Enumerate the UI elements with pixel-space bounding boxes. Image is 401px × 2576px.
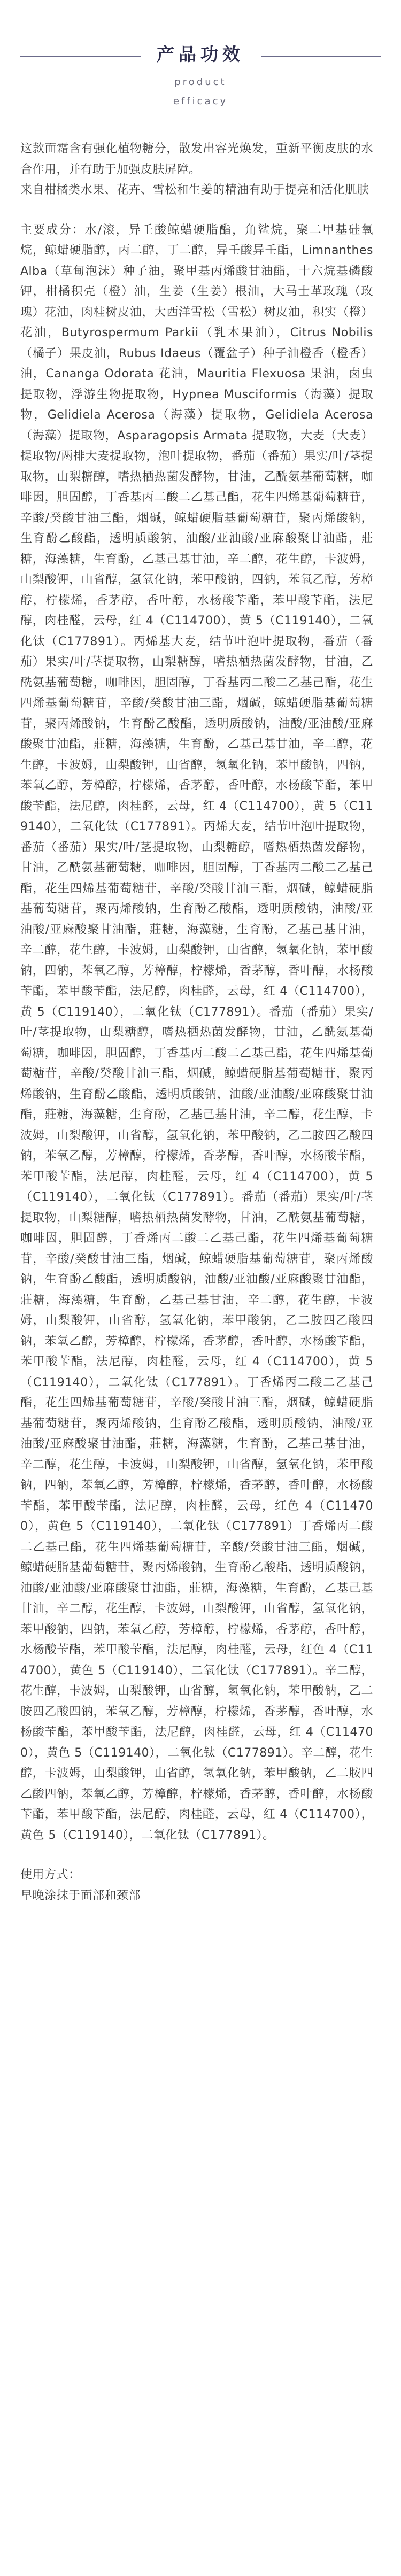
section-subtitle-line-1: product: [174, 76, 227, 88]
intro-paragraph-1: 这款面霜含有强化植物糖分，散发出容光焕发，重新平衡皮肤的水合作用，并有助于加强皮肤屏障。: [20, 142, 373, 176]
section-title: 产品功效: [157, 44, 244, 65]
section-subtitle: [0, 73, 401, 111]
product-description: [20, 139, 373, 1906]
section-header: [0, 0, 401, 120]
usage-text: 早晚涂抹于面部和颈部: [20, 1889, 141, 1902]
intro-paragraph-2: 来自柑橘类水果、花卉、雪松和生姜的精油有助于提亮和活化肌肤: [20, 183, 369, 197]
usage-label: 使用方式：: [20, 1868, 81, 1882]
ingredients-paragraph: 主要成分：水/滚，异壬酸鲸蜡硬脂酯，角鲨烷，聚二甲基硅氧烷，鲸蜡硬脂醇，丙二醇，丁二醇，异壬酸异壬酯，Limnanthes Alba（草甸泡沫）种子油，聚甲基丙烯酸甘油酯，十六烷基磷酸钾，柑橘积壳（橙）油，生姜（生姜）根油，大马士革玫瑰（玫瑰）花油，肉桂树皮油，大西洋雪松（雪松）树皮油，积实（橙）花油，Butyrospermum Parkii（乳木果油），Citrus Nobilis（橘子）果皮油，Rubus Idaeus（覆盆子）种子油橙香（橙香）油，Cananga Odorata 花油，Mauritia Flexuosa 果油，卤虫提取物，浮游生物提取物，Hypnea Musciformis（海藻）提取物，Gelidiela Acerosa（海藻）提取物，Gelidiela Acerosa（海藻）提取物，Asparagopsis Armata 提取物，大麦（大麦）提取物/两排大麦提取物，泡叶提取物，番茄（番茄）果实/叶/茎提取物，山梨糖醇，嗜热栖热菌发酵物，甘油，乙酰氨基葡萄糖，咖啡因，胆固醇，丁香基丙二酸二乙基己酯，花生四烯基葡萄糖苷，辛酸/癸酸甘油三酯，烟碱，鲸蜡硬脂基葡萄糖苷，聚丙烯酸钠，生育酚乙酸酯，透明质酸钠，油酸/亚油酸/亚麻酸聚甘油酯，莊糖，海藻糖，生育酚，乙基己基甘油，辛二醇，花生醇，卡波姆，山梨酸钾，山省醇，氢氧化钠，苯甲酸钠，四钠，苯氧乙醇，芳樟醇，柠檬烯，香茅醇，香叶醇，水杨酸苄酯，苯甲酸苄酯，法尼醇，肉桂醛，云母，红 4（C114700），黄 5（C119140），二氧化钛（C177891）。丙烯基大麦，结节叶泡叶提取物，番茄（番茄）果实/叶/茎提取物，山梨糖醇，嗜热栖热菌发酵物，甘油，乙酰氨基葡萄糖，咖啡因，胆固醇，丁香基丙二酸二乙基己酯，花生四烯基葡萄糖苷，辛酸/癸酸甘油三酯，烟碱，鲸蜡硬脂基葡萄糖苷，聚丙烯酸钠，生育酚乙酸酯，透明质酸钠，油酸/亚油酸/亚麻酸聚甘油酯，莊糖，海藻糖，生育酚，乙基己基甘油，辛二醇，花生醇，卡波姆，山梨酸钾，山省醇，氢氧化钠，苯甲酸钠，四钠，苯氧乙醇，芳樟醇，柠檬烯，香茅醇，香叶醇，水杨酸苄酯，苯甲酸苄酯，法尼醇，肉桂醛，云母，红 4（C114700），黄 5（C119140），二氧化钛（C177891）。丙烯大麦，结节叶泡叶提取物，番茄（番茄）果实/叶/茎提取物，山梨糖醇，嗜热栖热菌发酵物，甘油，乙酰氨基葡萄糖，咖啡因，胆固醇，丁香基丙二酸二乙基己酯，花生四烯基葡萄糖苷，辛酸/癸酸甘油三酯，烟碱，鲸蜡硬脂基葡萄糖苷，聚丙烯酸钠，生育酚乙酸酯，透明质酸钠，油酸/亚油酸/亚麻酸聚甘油酯，莊糖，海藻糖，生育酚，乙基己基甘油，辛二醇，花生醇，卡波姆，山梨酸钾，山省醇，氢氧化钠，苯甲酸钠，四钠，苯氧乙醇，芳樟醇，柠檬烯，香茅醇，香叶醇，水杨酸苄酯，苯甲酸苄酯，法尼醇，肉桂醛，云母，红 4（C114700），黄 5（C119140），二氧化钛（C177891）。番茄（番茄）果实/叶/茎提取物，山梨糖醇，嗜热栖热菌发酵物，甘油，乙酰氨基葡萄糖，咖啡因，胆固醇，丁香基丙二酸二乙基己酯，花生四烯基葡萄糖苷，辛酸/癸酸甘油三酯，烟碱，鲸蜡硬脂基葡萄糖苷，聚丙烯酸钠，生育酚乙酸酯，透明质酸钠，油酸/亚油酸/亚麻酸聚甘油酯，莊糖，海藻糖，生育酚，乙基己基甘油，辛二醇，花生醇，卡波姆，山梨酸钾，山省醇，氢氧化钠，苯甲酸钠，乙二胺四乙酸四钠，苯氧乙醇，芳樟醇，柠檬烯，香茅醇，香叶醇，水杨酸苄酯，苯甲酸苄酯，法尼醇，肉桂醛，云母，红 4（C114700），黄 5（C119140），二氧化钛（C177891）。番茄（番茄）果实/叶/茎提取物，山梨糖醇，嗜热栖热菌发酵物，甘油，乙酰氨基葡萄糖，咖啡因，胆固醇，丁香烯丙二酸二乙基己酯，花生四烯基葡萄糖苷，辛酸/癸酸甘油三酯，烟碱，鲸蜡硬脂基葡萄糖苷，聚丙烯酸钠，生育酚乙酸酯，透明质酸钠，油酸/亚油酸/亚麻酸聚甘油酯，莊糖，海藻糖，生育酚，乙基己基甘油，辛二醇，花生醇，卡波姆，山梨酸钾，山省醇，氢氧化钠，苯甲酸钠，乙二胺四乙酸四钠，苯氧乙醇，芳樟醇，柠檬烯，香茅醇，香叶醇，水杨酸苄酯，苯甲酸苄酯，法尼醇，肉桂醛，云母，红 4（C114700），黄 5（C119140），二氧化钛（C177891）。丁香烯丙二酸二乙基己酯，花生四烯基葡萄糖苷，辛酸/癸酸甘油三酯，烟碱，鲸蜡硬脂基葡萄糖苷，聚丙烯酸钠，生育酚乙酸酯，透明质酸钠，油酸/亚油酸/亚麻酸聚甘油酯，莊糖，海藻糖，生育酚，乙基己基甘油，辛二醇，花生醇，卡波姆，山梨酸钾，山省醇，氢氧化钠，苯甲酸钠，四钠，苯氧乙醇，芳樟醇，柠檬烯，香茅醇，香叶醇，水杨酸苄酯，苯甲酸苄酯，法尼醇，肉桂醛，云母，红色 4（C114700），黄色 5（C119140），二氧化钛（C177891）丁香烯丙二酸二乙基己酯，花生四烯基葡萄糖苷，辛酸/癸酸甘油三酯，烟碱，鲸蜡硬脂基葡萄糖苷，聚丙烯酸钠，生育酚乙酸酯，透明质酸钠，油酸/亚油酸/亚麻酸聚甘油酯，莊糖，海藻糖，生育酚，乙基己基甘油，辛二醇，花生醇，卡波姆，山梨酸钾，山省醇，氢氧化钠，苯甲酸钠，四钠，苯氧乙醇，芳樟醇，柠檬烯，香茅醇，香叶醇，水杨酸苄酯，苯甲酸苄酯，法尼醇，肉桂醛，云母，红色 4（C114700），黄色 5（C119140），二氧化钛（C177891）。辛二醇，花生醇，卡波姆，山梨酸钾，山省醇，氢氧化钠，苯甲酸钠，乙二胺四乙酸四钠，苯氧乙醇，芳樟醇，柠檬烯，香茅醇，香叶醇，水杨酸苄酯，苯甲酸苄酯，法尼醇，肉桂醛，云母，红 4（C114700），黄色 5（C119140），二氧化钛（C177891）。辛二醇，花生醇，卡波姆，山梨酸钾，山省醇，氢氧化钠，苯甲酸钠，乙二胺四乙酸四钠，苯氧乙醇，芳樟醇，柠檬烯，香茅醇，香叶醇，水杨酸苄酯，苯甲酸苄酯，法尼醇，肉桂醛，云母，红 4（C114700），黄色 5（C119140），二氧化钛（C177891）。: [20, 223, 373, 1842]
section-subtitle-line-2: efficacy: [173, 96, 228, 107]
